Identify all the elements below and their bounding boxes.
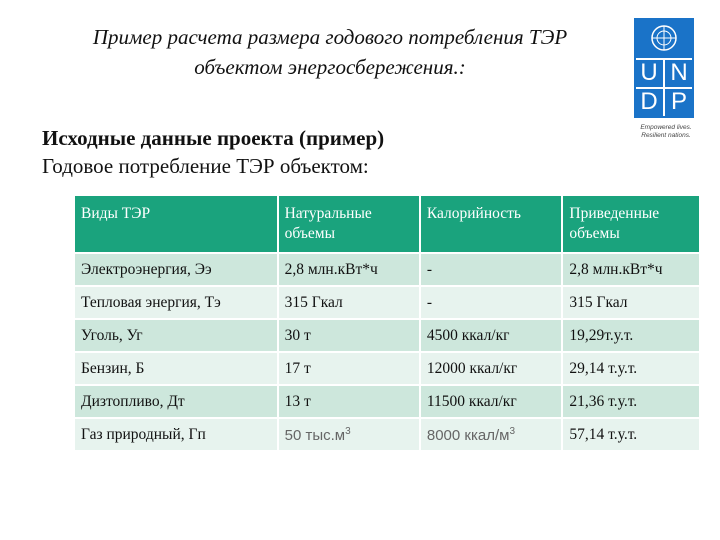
logo-tagline bbox=[634, 124, 698, 140]
table-cell: Бензин, Б bbox=[75, 352, 278, 385]
table-cell: - bbox=[420, 253, 563, 286]
table-row bbox=[75, 286, 700, 319]
table-cell: 29,14 т.у.т. bbox=[562, 352, 700, 385]
header-cell-natural-volume: Натуральные объемы bbox=[278, 196, 420, 253]
table-cell-gas-calorie bbox=[420, 418, 563, 450]
undp-logo-box bbox=[634, 18, 694, 118]
table-cell: Тепловая энергия, Тэ bbox=[75, 286, 278, 319]
logo-letter-p: P bbox=[670, 88, 687, 115]
table-cell-gas-volume bbox=[278, 418, 420, 450]
table-cell: - bbox=[420, 286, 563, 319]
gas-volume-value: 50 тыс.м bbox=[284, 426, 346, 444]
subtitle-line-1: Исходные данные проекта (пример) bbox=[42, 126, 385, 150]
logo-letter-d: D bbox=[640, 88, 658, 115]
logo-letter-n: N bbox=[670, 59, 688, 86]
table-cell: 30 т bbox=[278, 319, 420, 352]
slide-title bbox=[30, 22, 630, 82]
table-cell: 57,14 т.у.т. bbox=[562, 418, 700, 450]
header-cell-converted-volume: Приведенные объемы bbox=[562, 196, 700, 253]
table-cell: 17 т bbox=[278, 352, 420, 385]
table-cell: 315 Гкал bbox=[562, 286, 700, 319]
title-line-2: объектом энергосбережения.: bbox=[194, 55, 466, 79]
gas-calorie-value: 8000 ккал/м bbox=[426, 426, 510, 444]
undp-logo bbox=[634, 18, 698, 140]
table-cell: 12000 ккал/кг bbox=[420, 352, 563, 385]
subtitle bbox=[42, 124, 384, 180]
table-cell: 19,29т.у.т. bbox=[562, 319, 700, 352]
gas-calorie-unit-exponent: 3 bbox=[509, 425, 515, 437]
table-row bbox=[75, 385, 700, 418]
table-cell: Уголь, Уг bbox=[75, 319, 278, 352]
table-cell: Дизтопливо, Дт bbox=[75, 385, 278, 418]
table-cell: 13 т bbox=[278, 385, 420, 418]
un-emblem-icon bbox=[650, 24, 678, 52]
table-cell: Газ природный, Гп bbox=[75, 418, 278, 450]
table-cell: Электроэнергия, Ээ bbox=[75, 253, 278, 286]
table-cell: 21,36 т.у.т. bbox=[562, 385, 700, 418]
table-cell: 2,8 млн.кВт*ч bbox=[278, 253, 420, 286]
header-cell-calorie: Калорийность bbox=[420, 196, 563, 253]
logo-letter-u: U bbox=[640, 59, 658, 86]
table-row bbox=[75, 319, 700, 352]
table-cell: 315 Гкал bbox=[278, 286, 420, 319]
header-cell-type: Виды ТЭР bbox=[75, 196, 278, 253]
consumption-table bbox=[75, 196, 701, 450]
table-row bbox=[75, 253, 700, 286]
logo-tagline-line-2: Resilient nations. bbox=[641, 132, 691, 139]
subtitle-line-2: Годовое потребление ТЭР объектом: bbox=[42, 154, 369, 178]
table-cell: 4500 ккал/кг bbox=[420, 319, 563, 352]
table-cell: 11500 ккал/кг bbox=[420, 385, 563, 418]
gas-volume-unit-exponent: 3 bbox=[345, 425, 351, 437]
table-row bbox=[75, 352, 700, 385]
table-row bbox=[75, 418, 700, 450]
logo-tagline-line-1: Empowered lives. bbox=[640, 124, 692, 131]
table-header-row bbox=[75, 196, 700, 253]
title-line-1: Пример расчета размера годового потребления ТЭР bbox=[92, 25, 568, 49]
table-cell: 2,8 млн.кВт*ч bbox=[562, 253, 700, 286]
